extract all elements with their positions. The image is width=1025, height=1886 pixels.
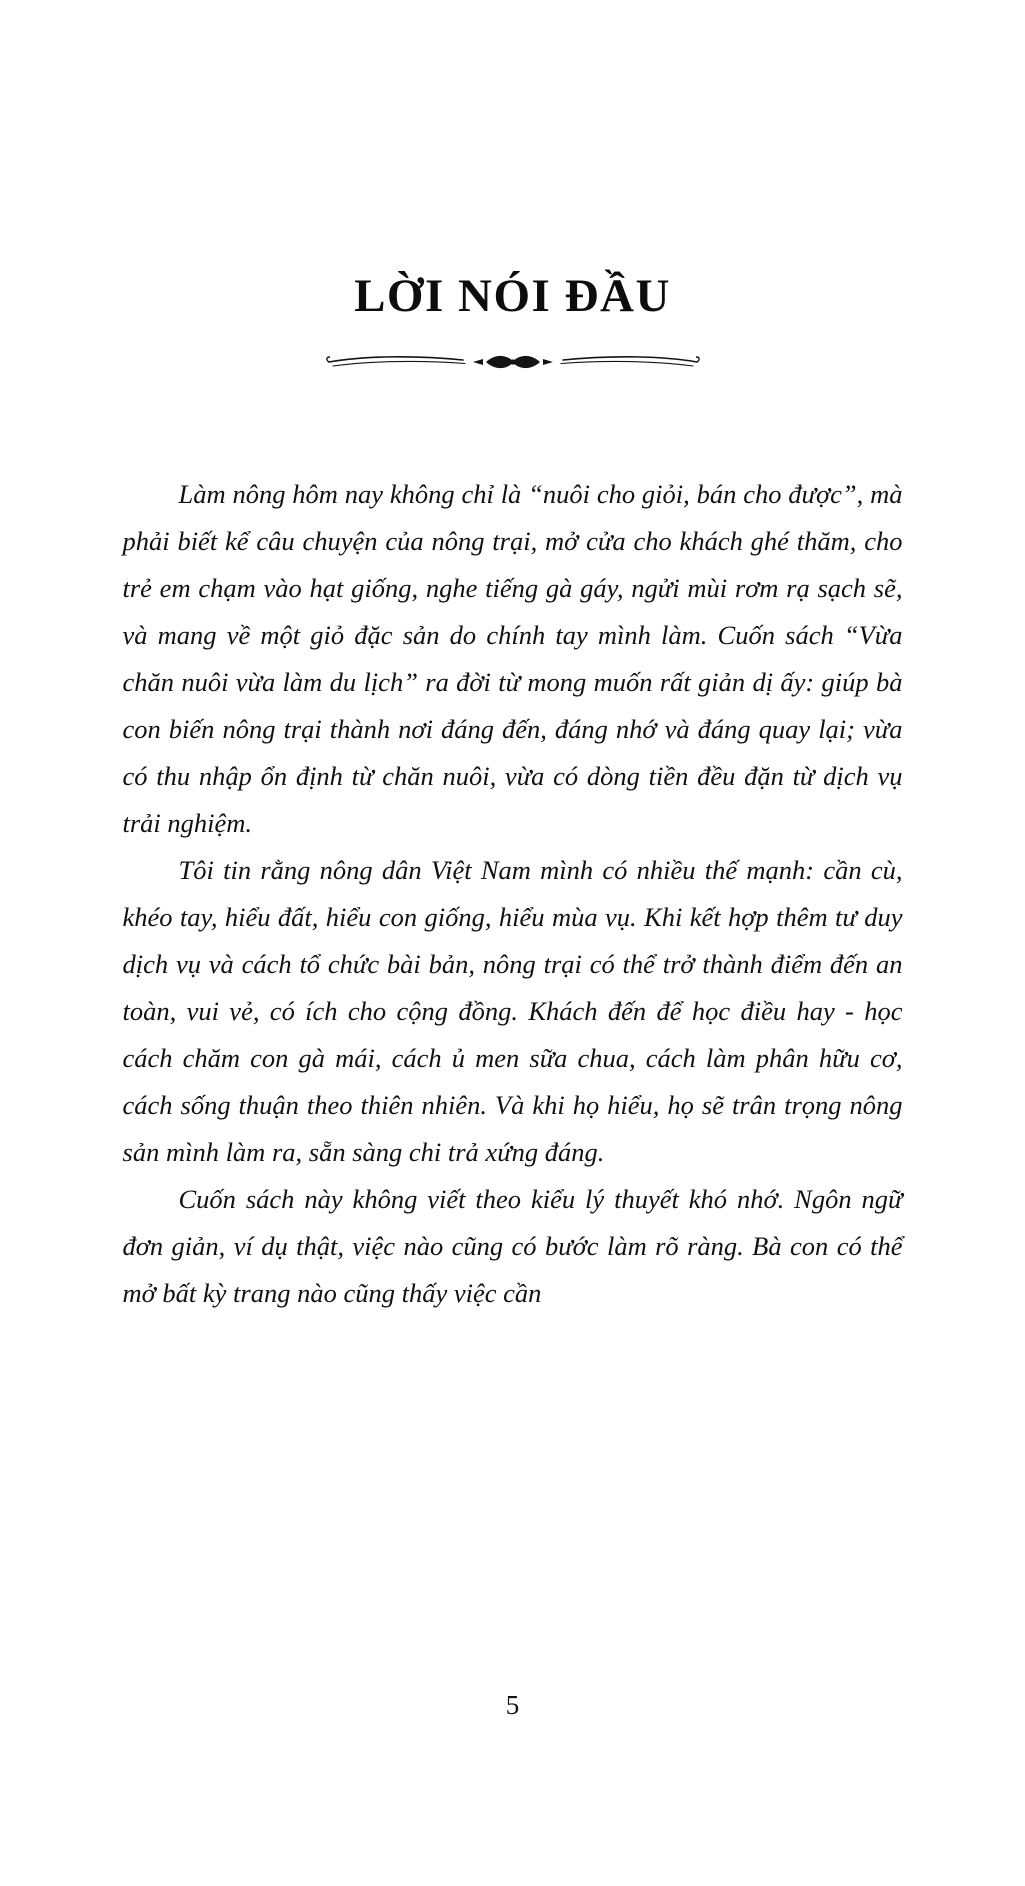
title-block xyxy=(0,272,1025,379)
decorative-divider-icon xyxy=(323,345,703,379)
body-text xyxy=(123,471,903,1317)
book-page xyxy=(0,272,1025,1886)
paragraph: Cuốn sách này không viết theo kiểu lý thuyết khó nhớ. Ngôn ngữ đơn giản, ví dụ thật, việc nào cũng có bước làm rõ ràng. Bà con có thể mở bất kỳ trang nào cũng thấy việc cần xyxy=(122,1184,903,1309)
paragraph: Tôi tin rằng nông dân Việt Nam mình có nhiều thế mạnh: cần cù, khéo tay, hiểu đất, hiểu con giống, hiểu mùa vụ. Khi kết hợp thêm tư duy dịch vụ và cách tổ chức bài bản, nông trại có thể trở thành điểm đến an toàn, vui vẻ, có ích cho cộng đồng. Khách đến để học điều hay - học cách chăm con gà mái, cách ủ men sữa chua, cách làm phân hữu cơ, cách sống thuận theo thiên nhiên. Và khi họ hiểu, họ sẽ trân trọng nông sản mình làm ra, sẵn sàng chi trả xứng đáng. xyxy=(122,855,903,1168)
page-title: LỜI NÓI ĐẦU xyxy=(354,270,671,322)
paragraph: Làm nông hôm nay không chỉ là “nuôi cho giỏi, bán cho được”, mà phải biết kể câu chuyện của nông trại, mở cửa cho khách ghé thăm, cho trẻ em chạm vào hạt giống, nghe tiếng gà gáy, ngửi mùi rơm rạ sạch sẽ, và mang về một giỏ đặc sản do chính tay mình làm. Cuốn sách “Vừa chăn nuôi vừa làm du lịch” ra đời từ mong muốn rất giản dị ấy: giúp bà con biến nông trại thành nơi đáng đến, đáng nhớ và đáng quay lại; vừa có thu nhập ổn định từ chăn nuôi, vừa có dòng tiền đều đặn từ dịch vụ trải nghiệm. xyxy=(122,479,903,839)
page-number: 5 xyxy=(505,1690,520,1720)
